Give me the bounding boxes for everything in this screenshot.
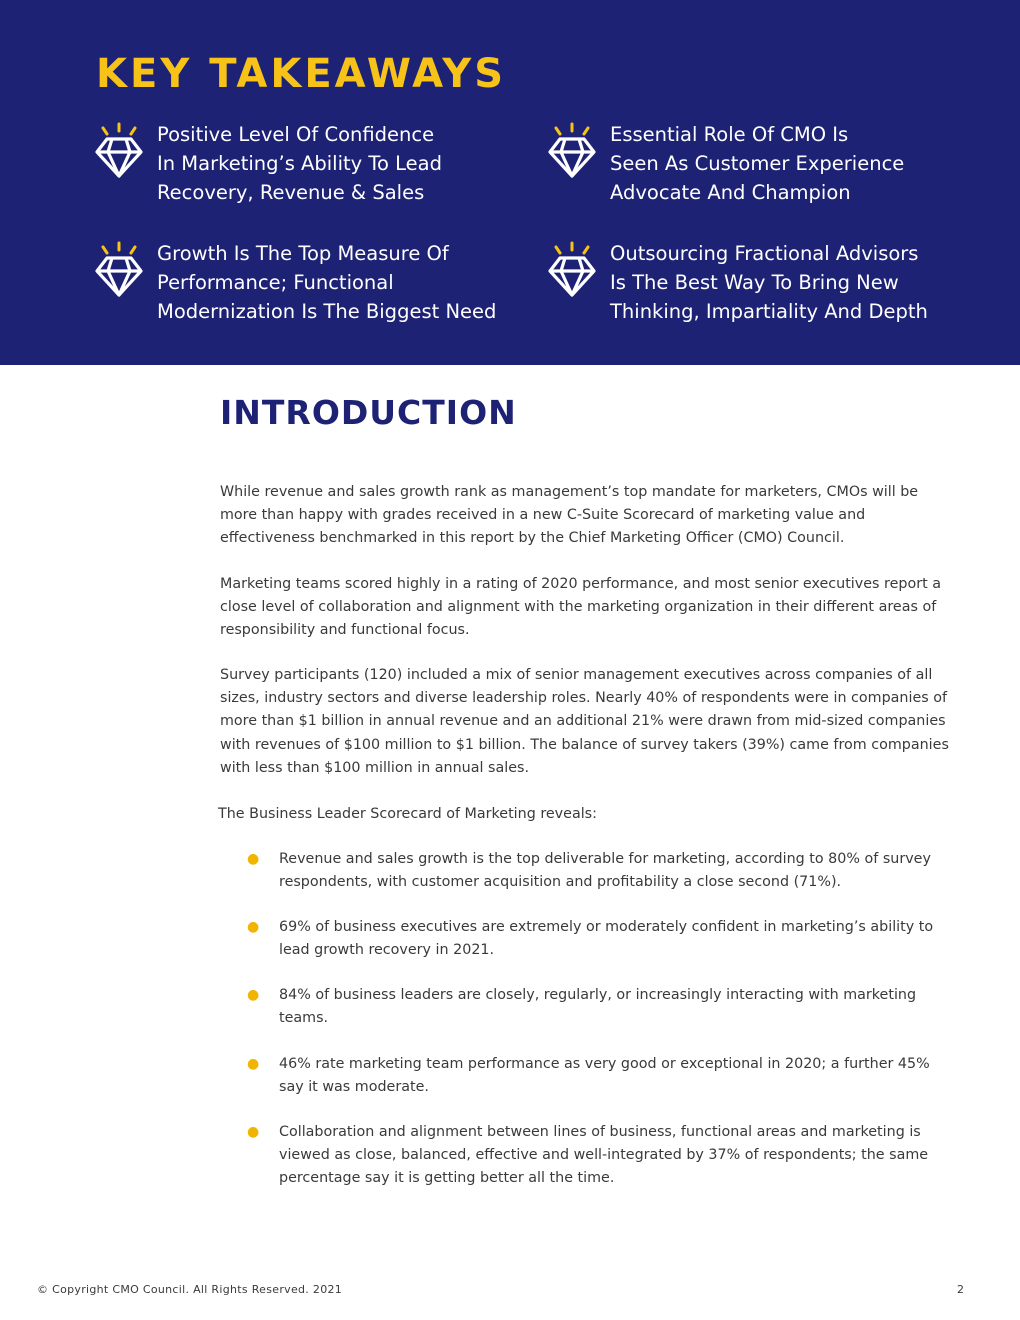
intro-paragraph: While revenue and sales growth rank as management’s top mandate for marketers, CMOs will be more than happy with grades received in a new C-Suite Scorecard of marketing value and effectiveness benchmarked in this report by the Chief Marketing Officer (CMO) Council. <box>220 484 919 547</box>
introduction-title: INTRODUCTION <box>220 393 517 432</box>
bullet-text: 84% of business leaders are closely, regularly, or increasingly interacting with marketing teams. <box>279 987 917 1027</box>
intro-paragraph: Marketing teams scored highly in a rating of 2020 performance, and most senior executives report a close level of collaboration and alignment with the marketing organization in their different areas of responsibility and functional focus. <box>220 576 941 639</box>
footer-copyright: © Copyright CMO Council. All Rights Reserved. 2021 <box>37 1283 343 1296</box>
bullet-dot-icon: ● <box>247 1056 260 1072</box>
bullet-text: 46% rate marketing team performance as very good or exceptional in 2020; a further 45% say it was moderate. <box>279 1056 930 1096</box>
bullet-dot-icon: ● <box>247 919 260 935</box>
takeaway-text: Growth Is The Top Measure Of Performance; Functional Modernization Is The Biggest Need <box>157 242 497 323</box>
page-number: 2 <box>957 1283 964 1296</box>
diamond-icon <box>547 122 597 178</box>
key-takeaways-title: KEY TAKEAWAYS <box>96 51 507 97</box>
intro-paragraph: Survey participants (120) included a mix of senior management executives across companies of all sizes, industry sectors and diverse leadership roles. Nearly 40% of respondents were in companies of more than $1 billion in annual revenue and an additional 21% were drawn from mid-sized companies with revenues of $100 million to $1 billion. The balance of survey takers (39%) came from companies with less than $100 million in annual sales. <box>220 667 949 776</box>
takeaway-text: Essential Role Of CMO Is Seen As Customer Experience Advocate And Champion <box>610 123 905 204</box>
bullet-text: Revenue and sales growth is the top deliverable for marketing, according to 80% of survey respondents, with customer acquisition and profitability a close second (71%). <box>279 851 931 891</box>
takeaway-text: Outsourcing Fractional Advisors Is The Best Way To Bring New Thinking, Impartiality And Depth <box>610 242 928 323</box>
bullet-text: 69% of business executives are extremely or moderately confident in marketing’s ability to lead growth recovery in 2021. <box>279 919 934 959</box>
bullet-dot-icon: ● <box>247 851 260 867</box>
list-item <box>243 984 958 1030</box>
diamond-icon <box>547 241 597 297</box>
list-item <box>243 848 958 894</box>
diamond-icon <box>94 122 144 178</box>
key-takeaways-banner <box>0 0 1020 365</box>
scorecard-lead-in: The Business Leader Scorecard of Marketing reveals: <box>218 806 597 822</box>
list-item <box>243 1053 958 1099</box>
list-item <box>243 1121 958 1191</box>
list-item <box>243 916 958 962</box>
diamond-icon <box>94 241 144 297</box>
bullet-dot-icon: ● <box>247 987 260 1003</box>
takeaway-text: Positive Level Of Confidence In Marketing’s Ability To Lead Recovery, Revenue & Sales <box>157 123 442 204</box>
bullet-text: Collaboration and alignment between lines of business, functional areas and marketing is viewed as close, balanced, effective and well-integrated by 37% of respondents; the same percentage say it is getting better all the time. <box>279 1124 929 1187</box>
bullet-dot-icon: ● <box>247 1124 260 1140</box>
